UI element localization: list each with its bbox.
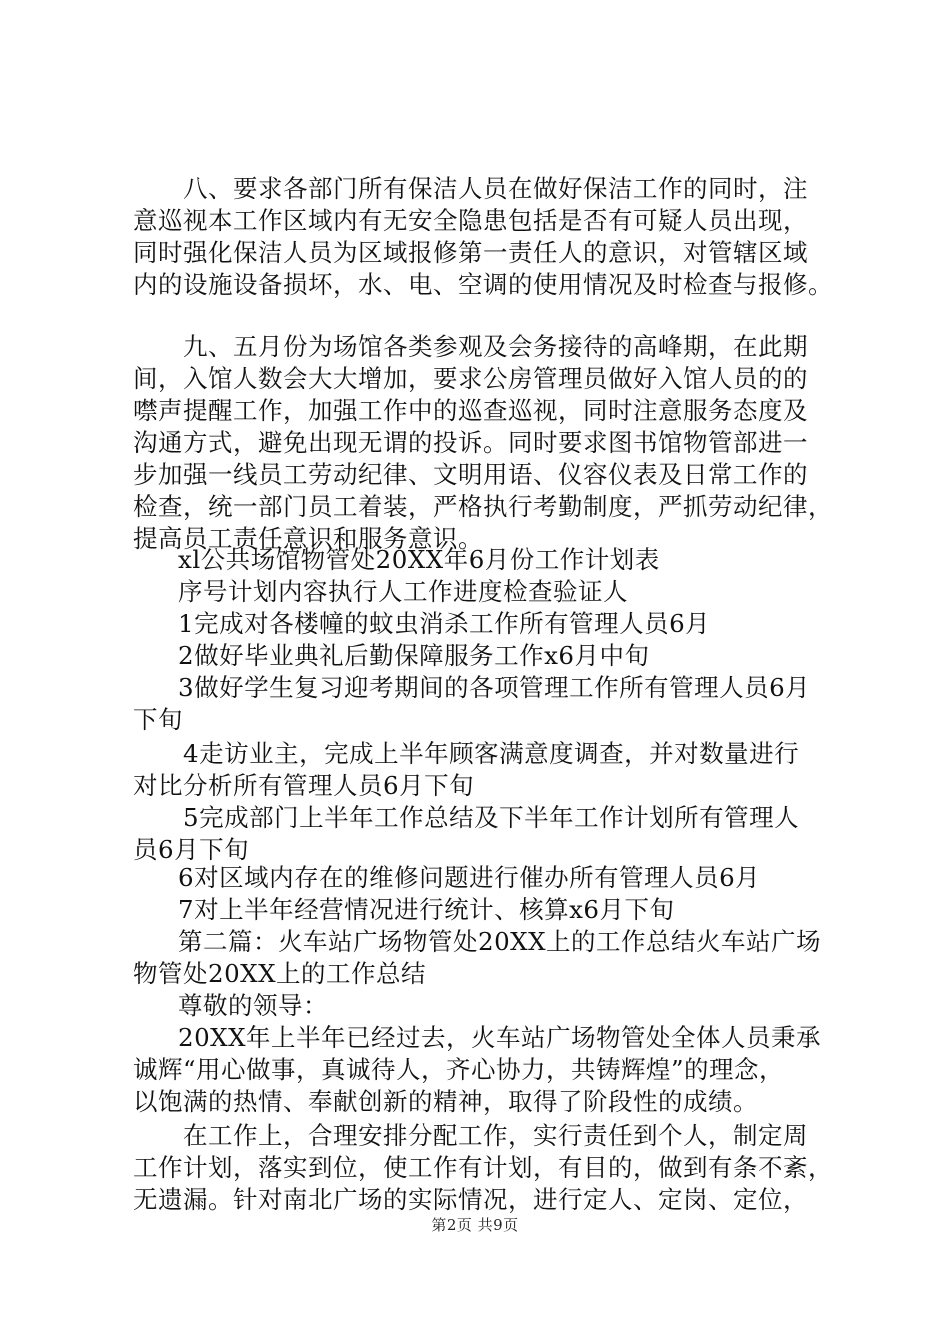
paragraph-line: 20XX年上半年已经过去，火车站广场物管处全体人员秉承 bbox=[178, 1023, 822, 1052]
table-row: 5完成部门上半年工作总结及下半年工作计划所有管理人 bbox=[183, 803, 800, 832]
paragraph-line: 诚辉“用心做事，真诚待人，齐心协力，共铸辉煌”的理念， bbox=[133, 1055, 785, 1084]
paragraph-line: 检查，统一部门员工着装，严格执行考勤制度，严抓劳动纪律， bbox=[133, 492, 833, 521]
paragraph-line: 沟通方式，避免出现无谓的投诉。同时要求图书馆物管部进一 bbox=[133, 428, 808, 457]
table-row: 7对上半年经营情况进行统计、核算x6月下旬 bbox=[178, 895, 675, 924]
section-heading: 物管处20XX上的工作总结 bbox=[133, 959, 427, 988]
table-row: 对比分析所有管理人员6月下旬 bbox=[133, 771, 475, 800]
table-row: 员6月下旬 bbox=[133, 835, 250, 864]
paragraph-line: 步加强一线员工劳动纪律、文明用语、仪容仪表及日常工作的 bbox=[133, 460, 808, 489]
paragraph-line: 提高员工责任意识和服务意识。 bbox=[133, 524, 483, 553]
paragraph-line: 九、五月份为场馆各类参观及会务接待的高峰期，在此期 bbox=[183, 332, 808, 361]
paragraph-line: 工作计划，落实到位，使工作有计划，有目的，做到有条不紊， bbox=[133, 1153, 833, 1182]
paragraph-line: 内的设施设备损坏，水、电、空调的使用情况及时检查与报修。 bbox=[133, 270, 833, 299]
salutation: 尊敬的领导： bbox=[178, 991, 328, 1020]
page-number: 第2页 共9页 bbox=[431, 1216, 519, 1234]
paragraph-line: 噤声提醒工作，加强工作中的巡查巡视，同时注意服务态度及 bbox=[133, 396, 808, 425]
paragraph-line: 以饱满的热情、奉献创新的精神，取得了阶段性的成绩。 bbox=[133, 1087, 758, 1116]
section-heading: 第二篇：火车站广场物管处20XX上的工作总结火车站广场 bbox=[178, 927, 822, 956]
paragraph-line: 间，入馆人数会大大增加，要求公房管理员做好入馆人员的的 bbox=[133, 364, 808, 393]
table-row: 4走访业主，完成上半年顾客满意度调查，并对数量进行 bbox=[183, 739, 800, 768]
paragraph-line: 八、要求各部门所有保洁人员在做好保洁工作的同时，注 bbox=[183, 174, 808, 203]
table-row: 3做好学生复习迎考期间的各项管理工作所有管理人员6月 bbox=[178, 673, 811, 702]
table-header: 序号计划内容执行人工作进度检查验证人 bbox=[178, 577, 628, 606]
table-title: xl公共场馆物管处20XX年6月份工作计划表 bbox=[178, 545, 660, 574]
table-row: 6对区域内存在的维修问题进行催办所有管理人员6月 bbox=[178, 863, 761, 892]
paragraph-line: 意巡视本工作区域内有无安全隐患包括是否有可疑人员出现， bbox=[133, 206, 808, 235]
table-row: 下旬 bbox=[133, 705, 183, 734]
paragraph-line: 无遗漏。针对南北广场的实际情况，进行定人、定岗、定位， bbox=[133, 1185, 808, 1214]
table-row: 1完成对各楼幢的蚊虫消杀工作所有管理人员6月 bbox=[178, 609, 711, 638]
paragraph-line: 同时强化保洁人员为区域报修第一责任人的意识，对管辖区域 bbox=[133, 238, 808, 267]
paragraph-line: 在工作上，合理安排分配工作，实行责任到个人，制定周 bbox=[183, 1121, 808, 1150]
table-row: 2做好毕业典礼后勤保障服务工作x6月中旬 bbox=[178, 641, 650, 670]
